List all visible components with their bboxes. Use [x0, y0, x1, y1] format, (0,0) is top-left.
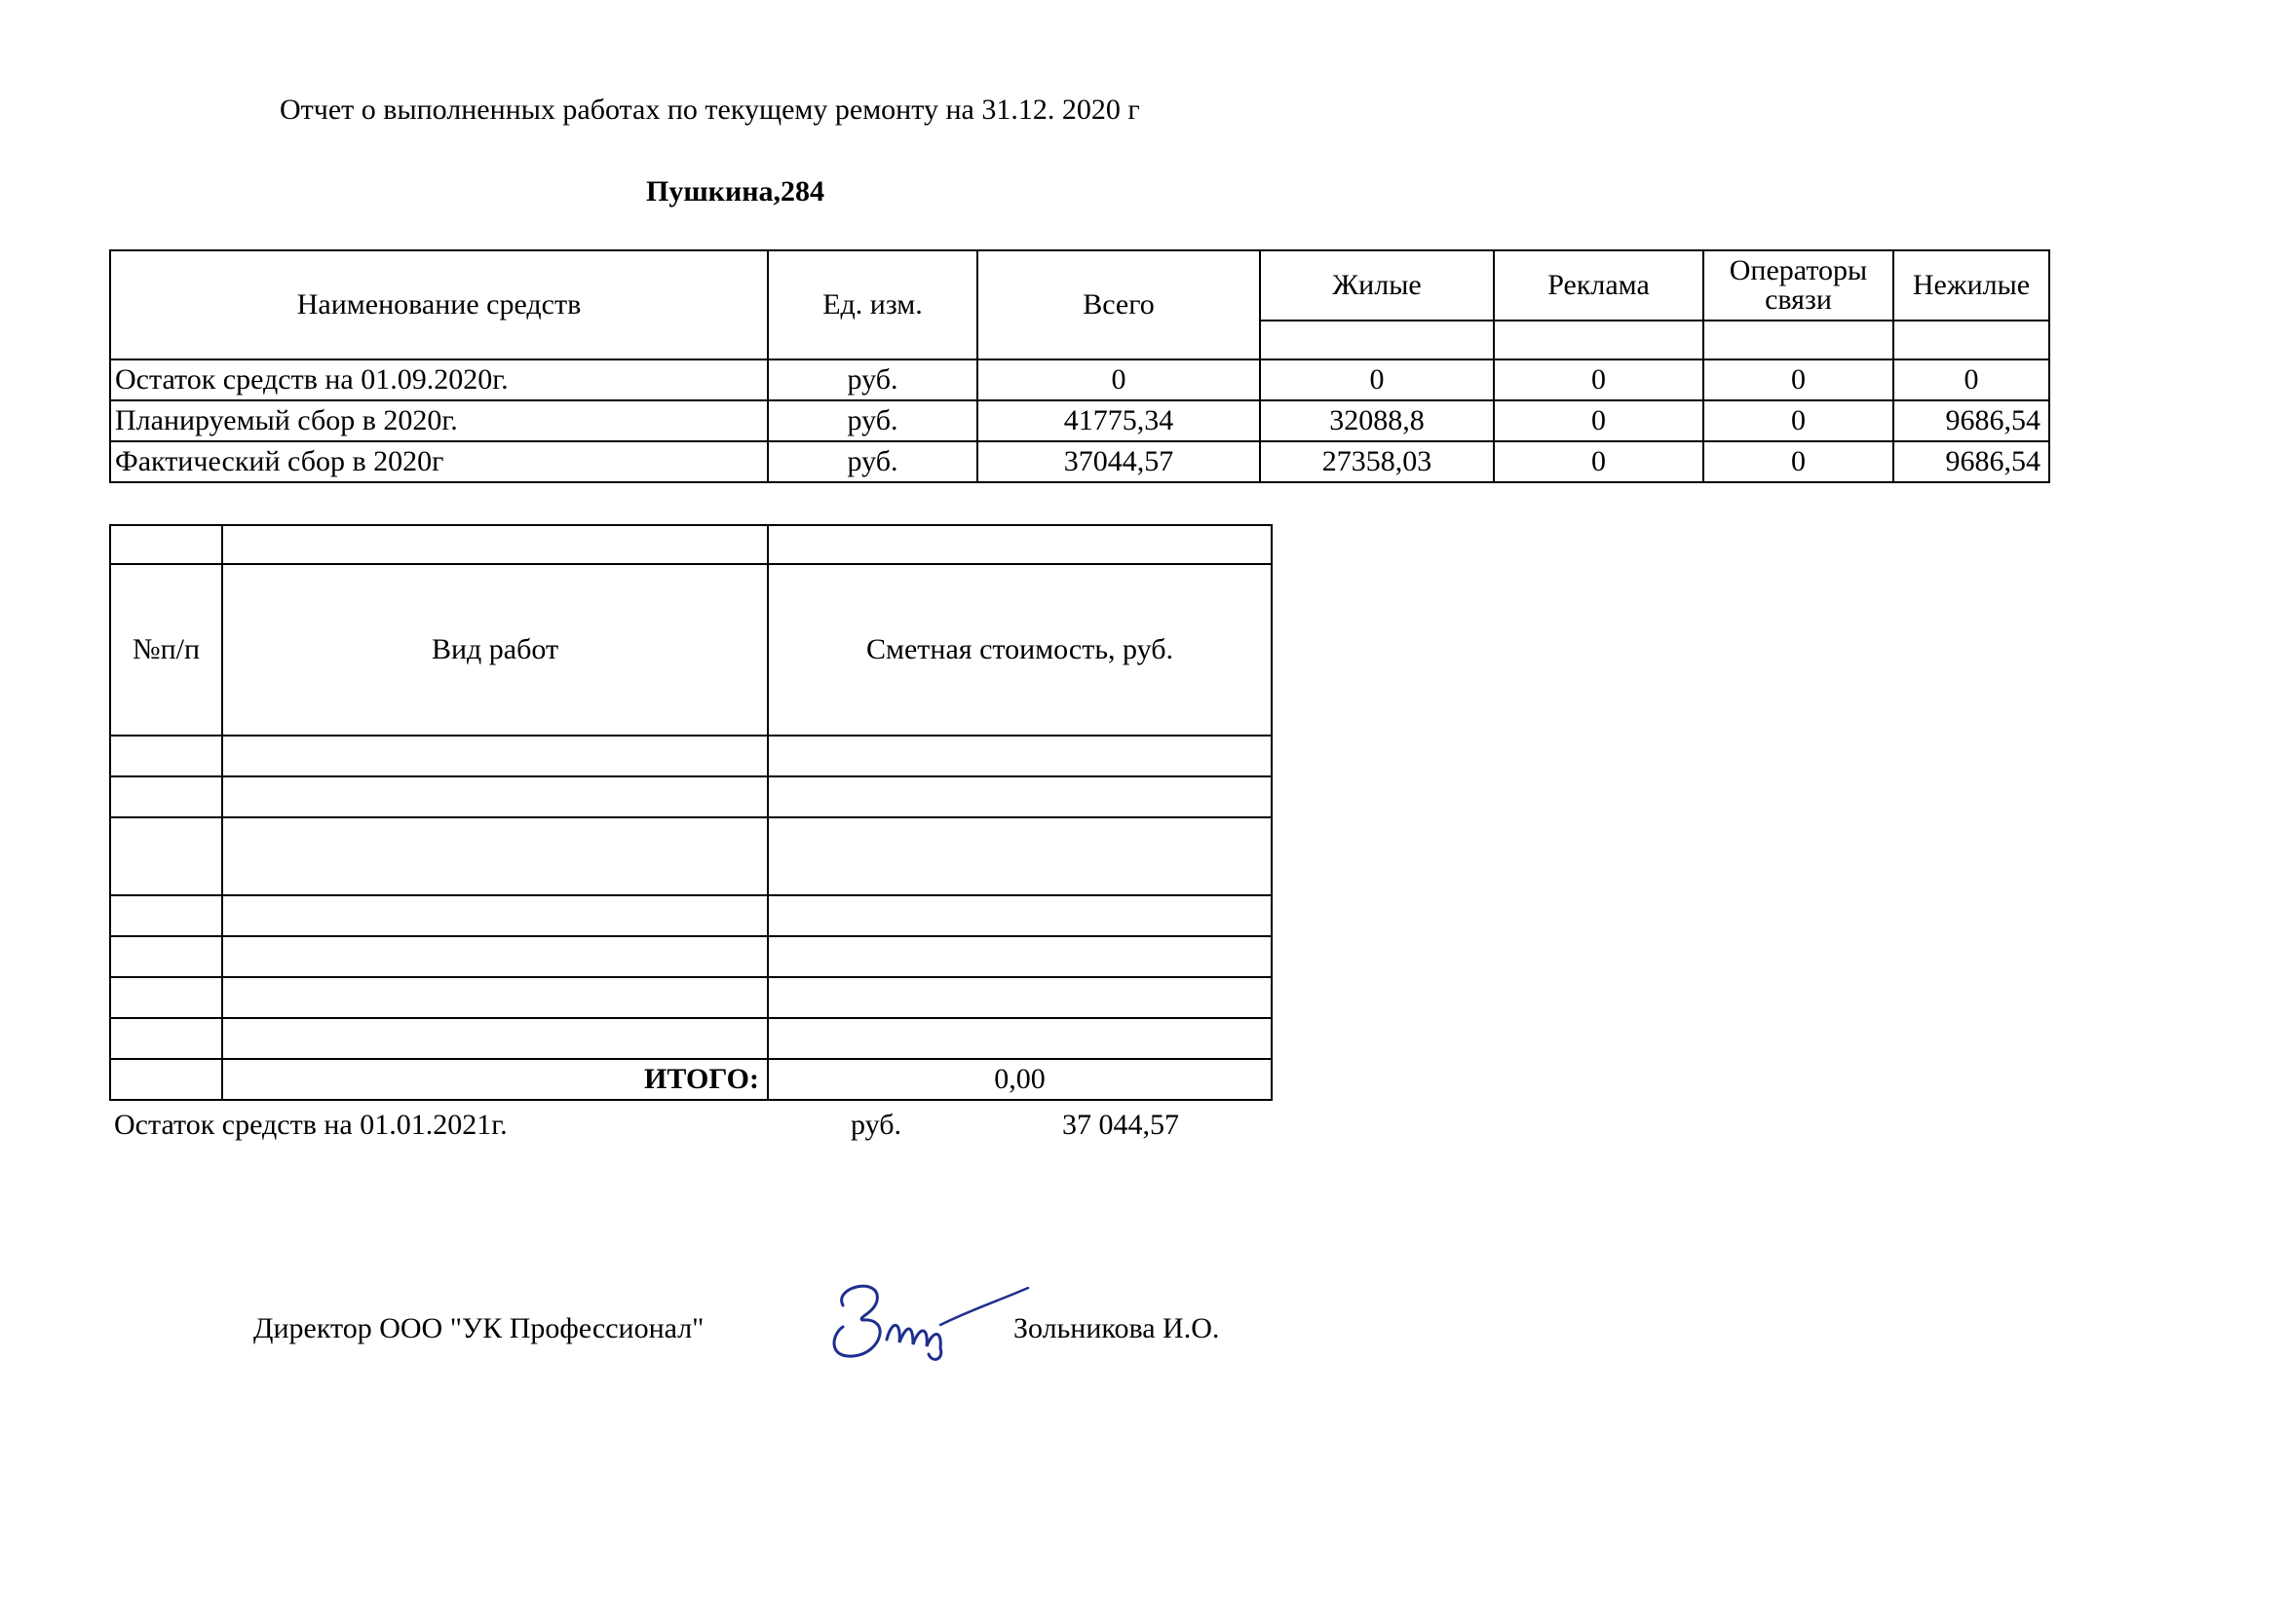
- row-total: 41775,34: [977, 400, 1260, 441]
- empty-cell: [110, 736, 222, 776]
- funds-table: [109, 249, 2050, 483]
- table-row: [110, 776, 1272, 817]
- row-name: Фактический сбор в 2020г: [110, 441, 768, 482]
- row-advertising: 0: [1494, 441, 1703, 482]
- row-operators: 0: [1703, 359, 1893, 400]
- empty-cell: [768, 817, 1272, 895]
- header-cost: Сметная стоимость, руб.: [768, 564, 1272, 736]
- director-name: Зольникова И.О.: [1013, 1312, 1220, 1344]
- empty-cell: [222, 895, 768, 936]
- address: Пушкина,284: [646, 175, 825, 208]
- empty-cell: [110, 936, 222, 977]
- row-name: Планируемый сбор в 2020г.: [110, 400, 768, 441]
- empty-cell: [110, 1059, 222, 1100]
- row-unit: руб.: [768, 359, 977, 400]
- row-advertising: 0: [1494, 359, 1703, 400]
- row-residential: 32088,8: [1260, 400, 1494, 441]
- empty-cell: [222, 1018, 768, 1059]
- header-num: №п/п: [110, 564, 222, 736]
- table-row: [110, 441, 2049, 482]
- empty-cell: [110, 1018, 222, 1059]
- header-unit: Ед. изм.: [768, 250, 977, 359]
- table-row: [110, 936, 1272, 977]
- empty-cell: [768, 895, 1272, 936]
- table-row: [110, 817, 1272, 895]
- director-position: Директор ООО "УК Профессионал": [253, 1312, 705, 1344]
- empty-cell: [222, 936, 768, 977]
- empty-cell: [110, 977, 222, 1018]
- row-advertising: 0: [1494, 400, 1703, 441]
- empty-cell: [768, 977, 1272, 1018]
- empty-cell: [768, 736, 1272, 776]
- remainder-value: 37 044,57: [1062, 1109, 1179, 1141]
- header-name: Наименование средств: [110, 250, 768, 359]
- table-row: [110, 525, 1272, 564]
- header-total: Всего: [977, 250, 1260, 359]
- header-work-type: Вид работ: [222, 564, 768, 736]
- empty-cell: [222, 736, 768, 776]
- empty-cell: [222, 776, 768, 817]
- empty-cell: [222, 525, 768, 564]
- table-row: [110, 359, 2049, 400]
- total-label: ИТОГО:: [222, 1059, 768, 1100]
- table-row: [110, 400, 2049, 441]
- empty-cell: [1494, 321, 1703, 359]
- remainder-unit: руб.: [851, 1109, 901, 1141]
- row-residential: 27358,03: [1260, 441, 1494, 482]
- empty-cell: [222, 977, 768, 1018]
- row-unit: руб.: [768, 441, 977, 482]
- report-title: Отчет о выполненных работах по текущему ремонту на 31.12. 2020 г: [280, 94, 1140, 126]
- header-nonresidential: Нежилые: [1893, 250, 2049, 321]
- table-row: [110, 977, 1272, 1018]
- signature-icon: [823, 1266, 1038, 1374]
- row-total: 37044,57: [977, 441, 1260, 482]
- empty-cell: [1260, 321, 1494, 359]
- empty-cell: [768, 776, 1272, 817]
- row-name: Остаток средств на 01.09.2020г.: [110, 359, 768, 400]
- row-operators: 0: [1703, 441, 1893, 482]
- row-nonresidential: 9686,54: [1893, 400, 2049, 441]
- row-nonresidential: 9686,54: [1893, 441, 2049, 482]
- header-advertising: Реклама: [1494, 250, 1703, 321]
- table-row: [110, 736, 1272, 776]
- header-operators: Операторы связи: [1703, 250, 1893, 321]
- works-header-row: [110, 564, 1272, 736]
- empty-cell: [1703, 321, 1893, 359]
- empty-cell: [110, 895, 222, 936]
- row-residential: 0: [1260, 359, 1494, 400]
- header-residential: Жилые: [1260, 250, 1494, 321]
- total-row: [110, 1059, 1272, 1100]
- row-unit: руб.: [768, 400, 977, 441]
- empty-cell: [110, 525, 222, 564]
- table-row: [110, 895, 1272, 936]
- empty-cell: [110, 817, 222, 895]
- empty-cell: [222, 817, 768, 895]
- remainder-label: Остаток средств на 01.01.2021г.: [114, 1109, 508, 1141]
- works-table: [109, 524, 1273, 1101]
- funds-header-row: [110, 250, 2049, 321]
- row-nonresidential: 0: [1893, 359, 2049, 400]
- row-operators: 0: [1703, 400, 1893, 441]
- empty-cell: [1893, 321, 2049, 359]
- empty-cell: [768, 936, 1272, 977]
- table-row: [110, 1018, 1272, 1059]
- row-total: 0: [977, 359, 1260, 400]
- empty-cell: [110, 776, 222, 817]
- total-value: 0,00: [768, 1059, 1272, 1100]
- empty-cell: [768, 1018, 1272, 1059]
- empty-cell: [768, 525, 1272, 564]
